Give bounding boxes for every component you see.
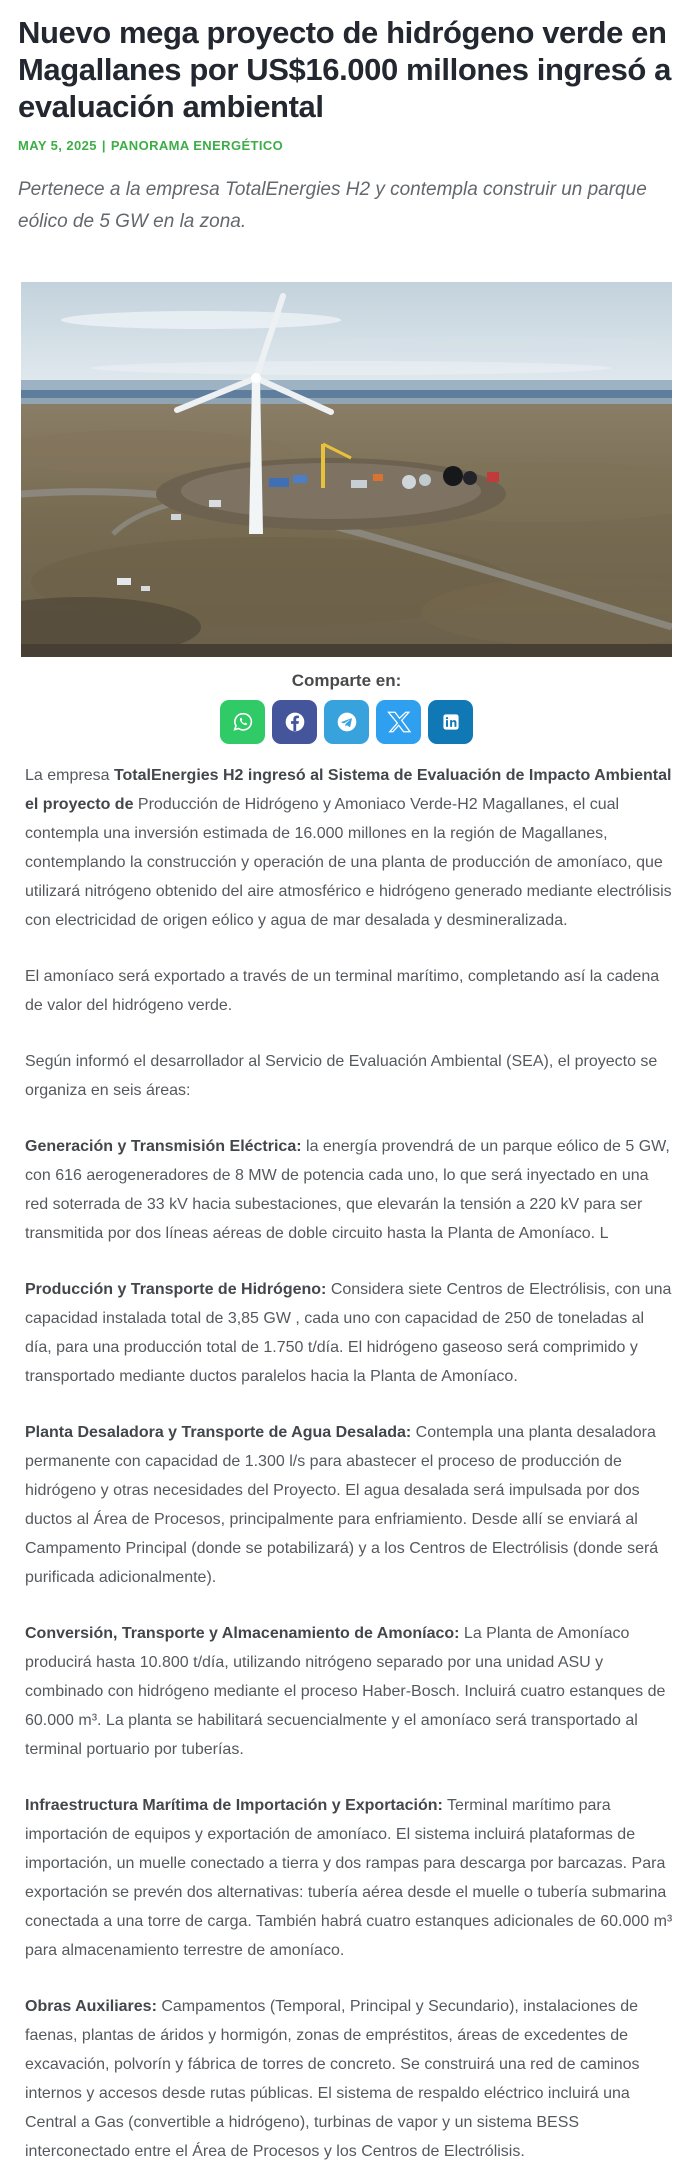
paragraph: Producción y Transporte de Hidrógeno: Considera siete Centros de Electrólisis, con una capacidad instalada total de 3,85 GW , cada uno con capacidad de 250 de toneladas al día, para una producción total de 1.750 t/día. El hidrógeno gaseoso será comprimido y transportado mediante ductos paralelos hacia la Planta de Amoníaco. xyxy=(25,1281,672,1385)
share-linkedin-button[interactable] xyxy=(428,700,473,744)
share-facebook-button[interactable] xyxy=(272,700,317,744)
article-date: MAY 5, 2025 xyxy=(18,138,97,153)
share-section xyxy=(18,671,675,744)
paragraph: El amoníaco será exportado a través de un terminal marítimo, completando así la cadena de valor del hidrógeno verde. xyxy=(25,968,660,1014)
share-telegram-button[interactable] xyxy=(324,700,369,744)
article-category[interactable]: PANORAMA ENERGÉTICO xyxy=(110,138,284,153)
facebook-icon xyxy=(282,709,308,735)
share-label: Comparte en: xyxy=(291,671,402,690)
whatsapp-icon xyxy=(230,709,256,735)
hero-image xyxy=(21,282,672,657)
article-body xyxy=(0,744,693,2166)
paragraph: Conversión, Transporte y Almacenamiento de Amoníaco: La Planta de Amoníaco producirá hasta 10.800 t/día, utilizando nitrógeno separado por una unidad ASU y combinado con hidrógeno mediante el proceso Haber-Bosch. Incluirá cuatro estanques de 60.000 m³. La planta se habilitará secuencialmente y el amoníaco será transportado al terminal portuario por tuberías. xyxy=(25,1625,666,1758)
article-subtitle: Pertenece a la empresa TotalEnergies H2 y contempla construir un parque eólico de 5 GW en la zona. xyxy=(18,179,647,232)
paragraph: Generación y Transmisión Eléctrica: la energía provendrá de un parque eólico de 5 GW, con 616 aerogeneradores de 8 MW de potencia cada uno, lo que será inyectado en una red soterrada de 33 kV hacia subestaciones, que elevarán la tensión a 220 kV para ser transmitida por dos líneas aéreas de doble circuito hasta la Planta de Amoníaco. L xyxy=(25,1138,670,1242)
share-buttons xyxy=(18,700,675,744)
page-title: Nuevo mega proyecto de hidrógeno verde en Magallanes por US$16.000 millones ingresó a evaluación ambiental xyxy=(18,15,672,124)
paragraph: Infraestructura Marítima de Importación y Exportación: Terminal marítimo para importación de equipos y exportación de amoníaco. El sistema incluirá plataformas de importación, un muelle conectado a tierra y dos rampas para descarga por barcazas. Para exportación se prevén dos alternativas: tubería aérea desde el muelle o tubería submarina conectada a una torre de carga. También habrá cuatro estanques adicionales de 60.000 m³ para almacenamiento terrestre de amoníaco. xyxy=(25,1797,673,1959)
x-icon xyxy=(386,709,412,735)
paragraph: Obras Auxiliares: Campamentos (Temporal, Principal y Secundario), instalaciones de faenas, plantas de áridos y hormigón, zonas de empréstitos, áreas de excedentes de excavación, polvorín y fábrica de torres de concreto. Se construirá una red de caminos internos y accesos desde rutas públicas. El sistema de respaldo eléctrico incluirá una Central a Gas (convertible a hidrógeno), turbinas de vapor y un sistema BESS interconectado entre el Área de Procesos y los Centros de Electrólisis. xyxy=(25,1998,640,2160)
paragraph: Según informó el desarrollador al Servicio de Evaluación Ambiental (SEA), el proyecto se organiza en seis áreas: xyxy=(25,1053,658,1099)
paragraph: La empresa TotalEnergies H2 ingresó al Sistema de Evaluación de Impacto Ambiental el proyecto de Producción de Hidrógeno y Amoniaco Verde-H2 Magallanes, el cual contempla una inversión estimada de 16.000 millones en la región de Magallanes, contemplando la construcción y operación de una planta de producción de amoníaco, que utilizará nitrógeno obtenido del aire atmosférico e hidrógeno generado mediante electrólisis con electricidad de origen eólico y agua de mar desalada y desmineralizada. xyxy=(25,767,672,929)
x-twitter-button[interactable] xyxy=(376,700,421,744)
meta-separator: | xyxy=(101,138,106,153)
linkedin-icon xyxy=(438,709,464,735)
telegram-icon xyxy=(334,709,360,735)
article-meta xyxy=(18,138,675,153)
share-whatsapp-button[interactable] xyxy=(220,700,265,744)
paragraph: Planta Desaladora y Transporte de Agua Desalada: Contempla una planta desaladora permanente con capacidad de 1.300 l/s para abastecer el proceso de producción de hidrógeno y otras necesidades del Proyecto. El agua desalada será impulsada por dos ductos al Área de Procesos, principalmente para enfriamiento. Desde allí se enviará al Campamento Principal (donde se potabilizará) y a los Centros de Electrólisis (donde será purificada adicionalmente). xyxy=(25,1424,659,1586)
